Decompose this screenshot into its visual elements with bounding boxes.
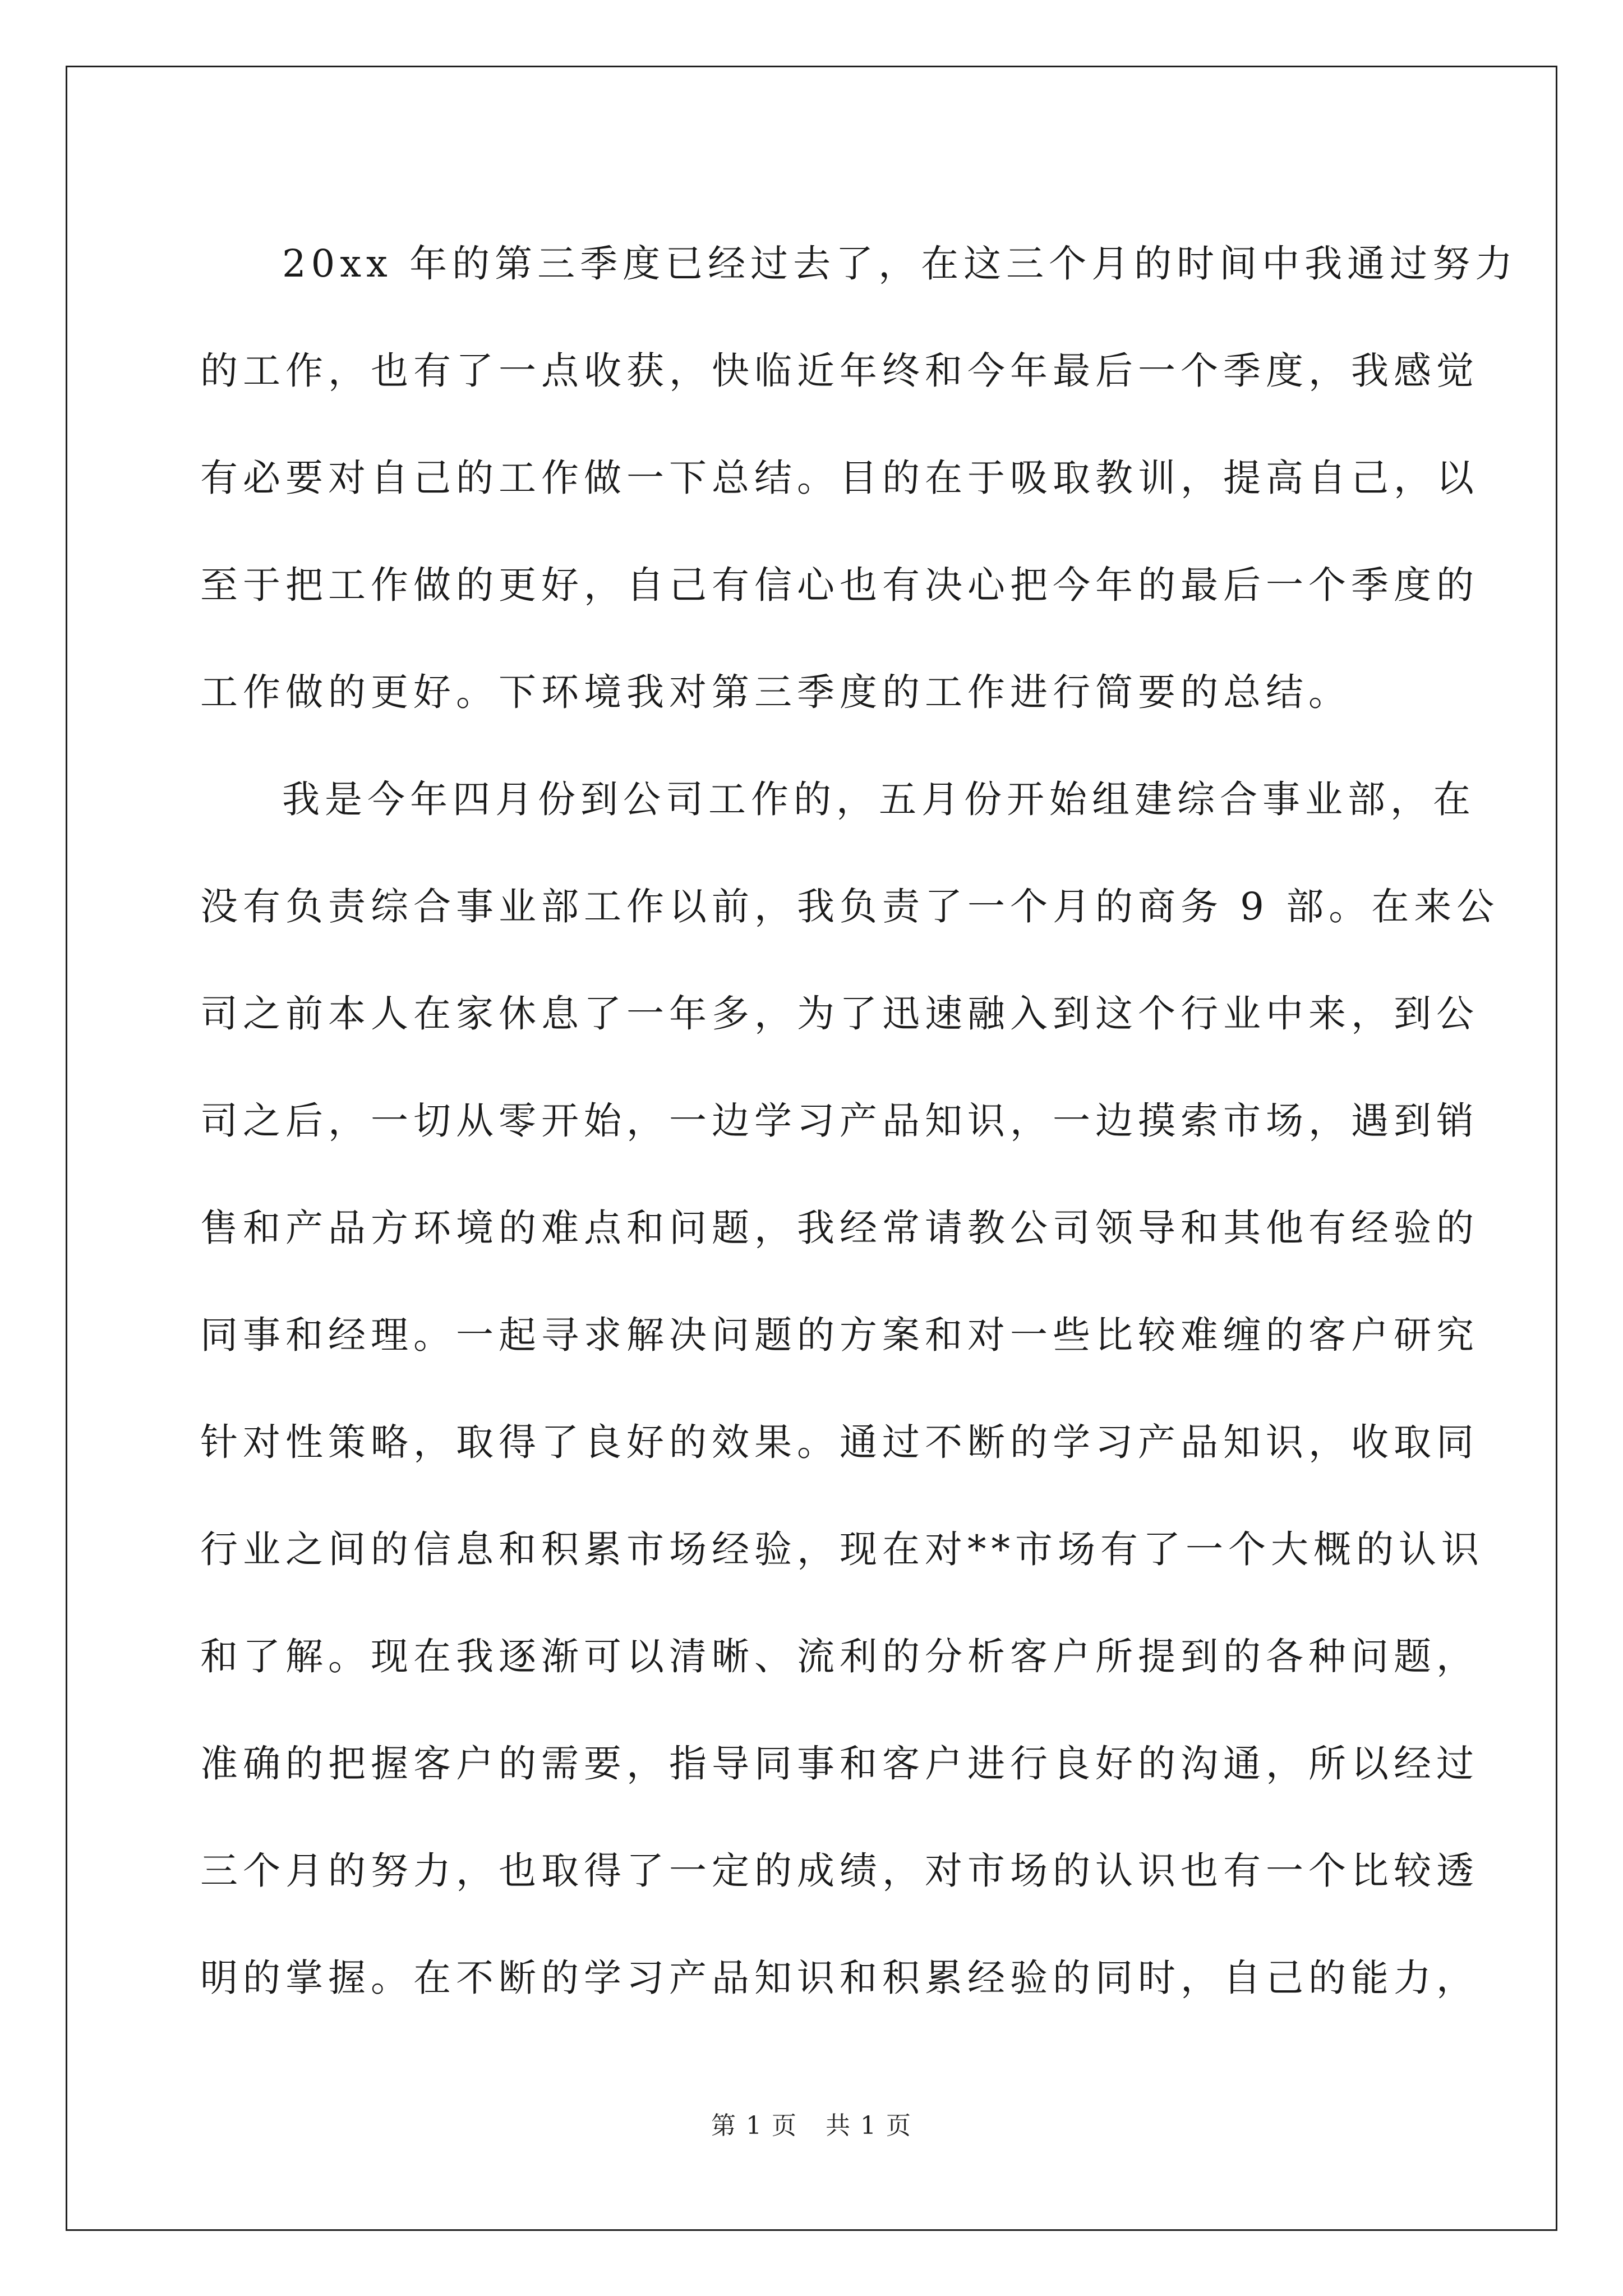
text-line: 三个月的努力，也取得了一定的成绩，对市场的认识也有一个比较透 <box>200 1849 1479 1893</box>
page-total: 共 1 页 <box>826 2111 912 2140</box>
text-line: 我是今年四月份到公司工作的，五月份开始组建综合事业部，在 <box>282 777 1476 821</box>
text-line: 明的掌握。在不断的学习产品知识和积累经验的同时，自己的能力， <box>200 1956 1479 2000</box>
text-line: 行业之间的信息和积累市场经验，现在对**市场有了一个大概的认识 <box>200 1527 1484 1571</box>
text-line: 同事和经理。一起寻求解决问题的方案和对一些比较难缠的客户研究 <box>200 1313 1479 1357</box>
text-line: 售和产品方环境的难点和问题，我经常请教公司领导和其他有经验的 <box>200 1206 1479 1250</box>
text-line: 工作做的更好。下环境我对第三季度的工作进行简要的总结。 <box>200 670 1351 714</box>
page-footer <box>0 2109 1623 2143</box>
text-line: 有必要对自己的工作做一下总结。目的在于吸取教训，提高自己，以 <box>200 456 1479 500</box>
page-number: 第 1 页 <box>711 2111 797 2140</box>
paragraph-2 <box>200 746 1500 2032</box>
text-line: 针对性策略，取得了良好的效果。通过不断的学习产品知识，收取同 <box>200 1420 1479 1464</box>
text-line: 至于把工作做的更好，自己有信心也有决心把今年的最后一个季度的 <box>200 563 1479 607</box>
text-line: 司之前本人在家休息了一年多，为了迅速融入到这个行业中来，到公 <box>200 992 1479 1036</box>
text-line: 准确的把握客户的需要，指导同事和客户进行良好的沟通，所以经过 <box>200 1742 1479 1786</box>
text-line: 司之后，一切从零开始，一边学习产品知识，一边摸索市场，遇到销 <box>200 1099 1479 1143</box>
text-line: 没有负责综合事业部工作以前，我负责了一个月的商务 9 部。在来公 <box>200 885 1500 928</box>
paragraph-1 <box>200 210 1518 746</box>
text-line: 和了解。现在我逐渐可以清晰、流利的分析客户所提到的各种问题， <box>200 1635 1479 1678</box>
document-body <box>200 210 1518 2032</box>
text-line: 的工作，也有了一点收获，快临近年终和今年最后一个季度，我感觉 <box>200 349 1479 393</box>
text-line: 20xx 年的第三季度已经过去了，在这三个月的时间中我通过努力 <box>282 242 1518 286</box>
